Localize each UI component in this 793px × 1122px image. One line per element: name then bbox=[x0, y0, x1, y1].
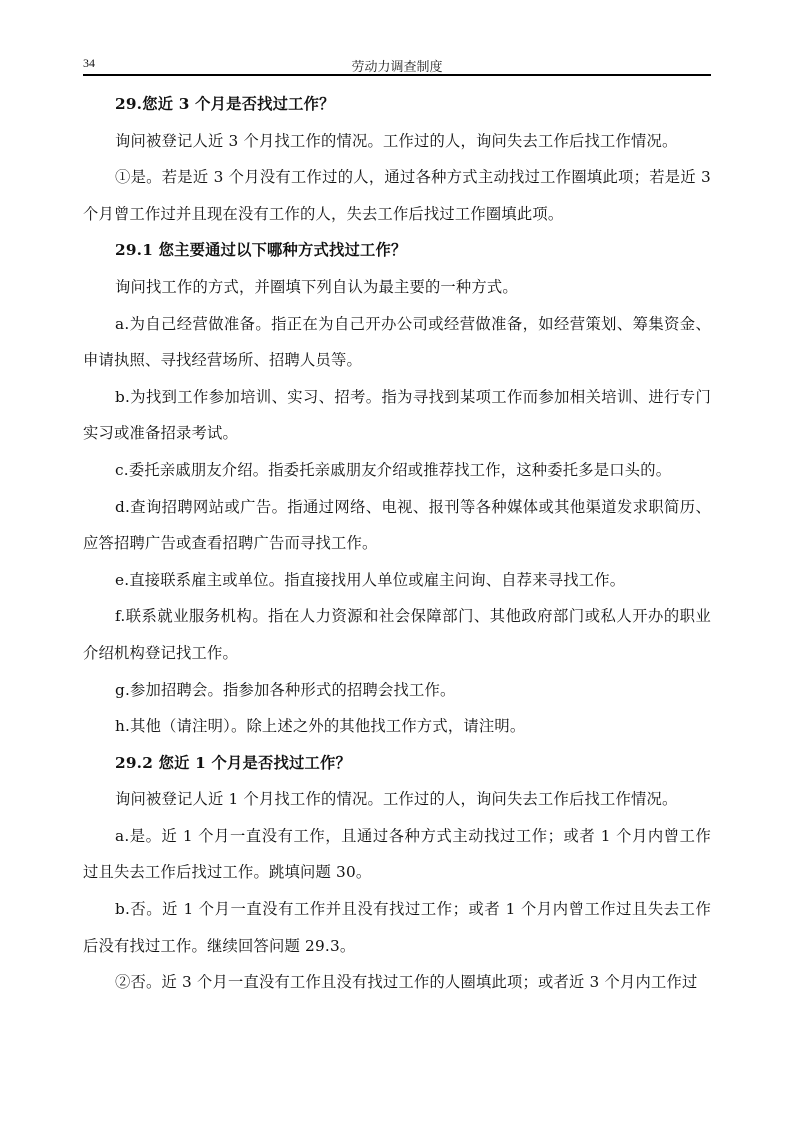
header-divider bbox=[83, 74, 711, 76]
answer-option-paragraph: e.直接联系雇主或单位。指直接找用人单位或雇主问询、自荐来寻找工作。 bbox=[115, 570, 626, 589]
answer-option-paragraph: ①是。若是近 3 个月没有工作过的人，通过各种方式主动找过工作圈填此项；若是近 3 个月曾工作过并且现在没有工作的人，失去工作后找过工作圈填此项。 bbox=[83, 168, 711, 223]
question-heading: 29.2 您近 1 个月是否找过工作？ bbox=[115, 753, 351, 772]
answer-option-paragraph: b.否。近 1 个月一直没有工作并且没有找过工作；或者 1 个月内曾工作过且失去工作后没有找过工作。继续回答问题 29.3。 bbox=[83, 900, 711, 955]
answer-option-paragraph: ②否。近 3 个月一直没有工作且没有找过工作的人圈填此项；或者近 3 个月内工作过 bbox=[115, 973, 698, 992]
answer-option-paragraph: d.查询招聘网站或广告。指通过网络、电视、报刊等各种媒体或其他渠道发求职简历、应答招聘广告或查看招聘广告而寻找工作。 bbox=[83, 497, 711, 553]
question-heading: 29.1 您主要通过以下哪种方式找过工作？ bbox=[115, 241, 407, 260]
document-body bbox=[83, 86, 711, 1001]
answer-option-paragraph: g.参加招聘会。指参加各种形式的招聘会找工作。 bbox=[115, 680, 456, 699]
answer-option-paragraph: c.委托亲戚朋友介绍。指委托亲戚朋友介绍或推荐找工作，这种委托多是口头的。 bbox=[115, 460, 672, 479]
page-number: 34 bbox=[83, 56, 95, 70]
body-paragraph: 询问被登记人近 3 个月找工作的情况。工作过的人，询问失去工作后找工作情况。 bbox=[115, 131, 678, 150]
running-title: 劳动力调查制度 bbox=[351, 60, 443, 75]
question-heading: 29.您近 3 个月是否找过工作？ bbox=[115, 95, 335, 113]
answer-option-paragraph: b.为找到工作参加培训、实习、招考。指为寻找到某项工作而参加相关培训、进行专门实习或准备招录考试。 bbox=[83, 387, 711, 443]
page-header bbox=[83, 56, 711, 74]
body-paragraph: 询问被登记人近 1 个月找工作的情况。工作过的人，询问失去工作后找工作情况。 bbox=[115, 790, 678, 809]
answer-option-paragraph: f.联系就业服务机构。指在人力资源和社会保障部门、其他政府部门或私人开办的职业介绍机构登记找工作。 bbox=[83, 607, 711, 662]
body-paragraph: 询问找工作的方式，并圈填下列自认为最主要的一种方式。 bbox=[115, 277, 518, 296]
answer-option-paragraph: a.是。近 1 个月一直没有工作，且通过各种方式主动找过工作；或者 1 个月内曾工作过且失去工作后找过工作。跳填问题 30。 bbox=[83, 826, 711, 882]
answer-option-paragraph: a.为自己经营做准备。指正在为自己开办公司或经营做准备，如经营策划、筹集资金、申请执照、寻找经营场所、招聘人员等。 bbox=[83, 314, 711, 370]
answer-option-paragraph: h.其他（请注明）。除上述之外的其他找工作方式，请注明。 bbox=[115, 717, 526, 736]
